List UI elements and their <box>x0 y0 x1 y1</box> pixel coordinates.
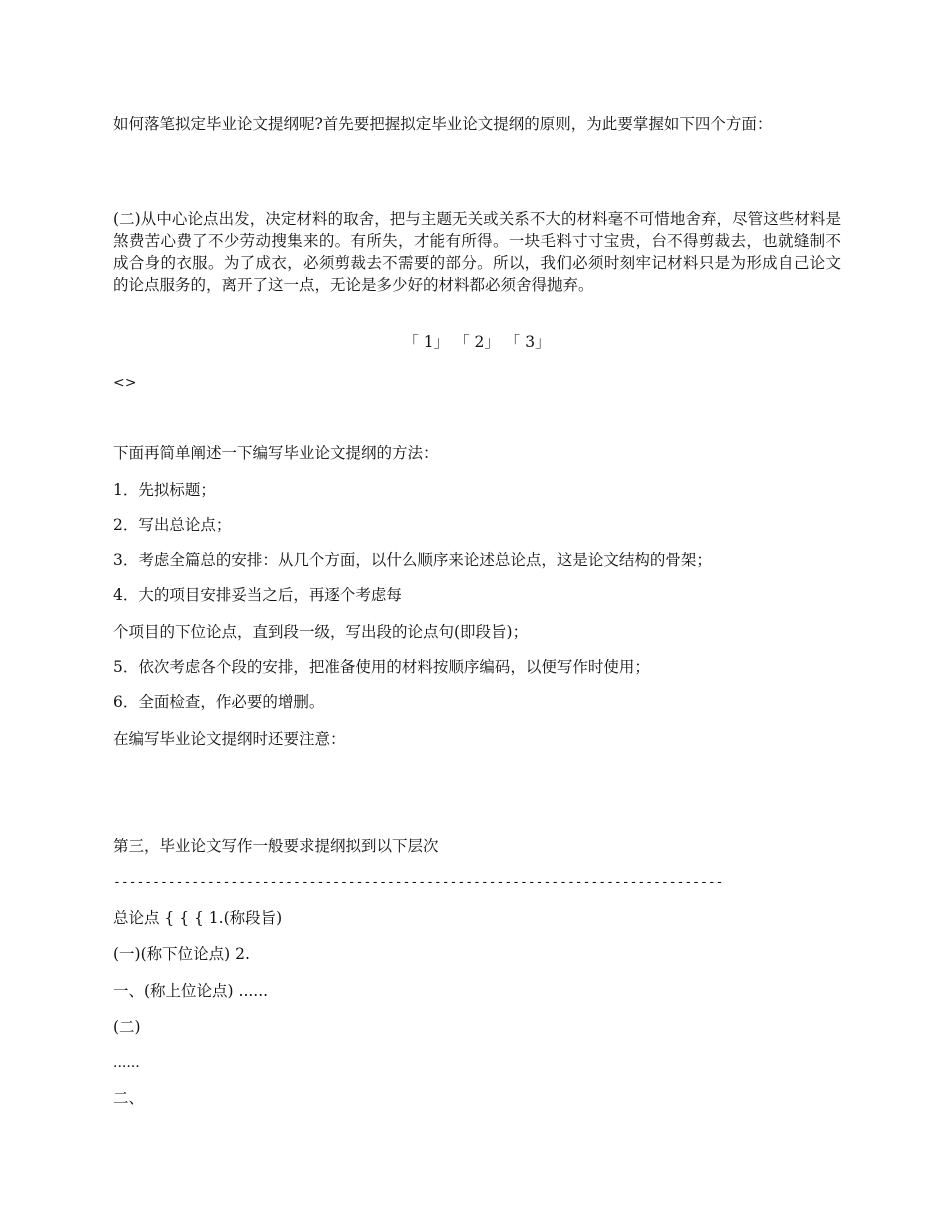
outline-item: (一)(称下位论点) 2. <box>113 945 250 963</box>
outline-item: 二、 <box>113 1089 145 1107</box>
divider-line: ------------------------------------------------------------------------------ <box>113 875 724 890</box>
outline-item: 一、(称上位论点) ...... <box>113 982 269 1000</box>
method-item: 个项目的下位论点，直到段一级，写出段的论点句(即段旨)； <box>113 623 529 641</box>
pagination-links[interactable]: 「 1」 「 2」 「 3」 <box>403 333 551 351</box>
outline-item: ...... <box>113 1055 140 1071</box>
arrow-nav[interactable]: <> <box>113 375 137 391</box>
outline-item: 总论点 { { { 1.(称段旨) <box>113 909 283 927</box>
section-three-heading: 第三，毕业论文写作一般要求提纲拟到以下层次 <box>113 837 439 855</box>
section-two-paragraph: (二)从中心论点出发，决定材料的取舍，把与主题无关或关系不大的材料毫不可惜地舍弃，尽管这些材料是煞费苦心费了不少劳动搜集来的。有所失，才能有所得。一块毛料寸寸宝贵，台不得剪裁去，也就缝制不成合身的衣服。为了成衣，必须剪裁去不需要的部分。所以，我们必须时刻牢记材料只是为形成自己论文的论点服务的，离开了这一点，无论是多少好的材料都必须舍得抛弃。 <box>113 210 841 294</box>
method-item: 1．先拟标题； <box>113 481 216 499</box>
outline-item: (二) <box>113 1018 141 1036</box>
method-item: 5．依次考虑各个段的安排，把准备使用的材料按顺序编码，以便写作时使用； <box>113 658 650 676</box>
method-item: 3．考虑全篇总的安排：从几个方面，以什么顺序来论述总论点，这是论文结构的骨架； <box>113 551 712 569</box>
method-item: 2．写出总论点； <box>113 516 232 534</box>
intro-paragraph: 如何落笔拟定毕业论文提纲呢?首先要把握拟定毕业论文提纲的原则，为此要掌握如下四个方面： <box>113 115 773 133</box>
method-item: 6．全面检查，作必要的增删。 <box>113 693 325 711</box>
document-page <box>113 0 843 1230</box>
methods-heading: 下面再简单阐述一下编写毕业论文提纲的方法： <box>113 444 439 462</box>
methods-note: 在编写毕业论文提纲时还要注意： <box>113 730 346 748</box>
method-item: 4．大的项目安排妥当之后，再逐个考虑每 <box>113 586 402 604</box>
